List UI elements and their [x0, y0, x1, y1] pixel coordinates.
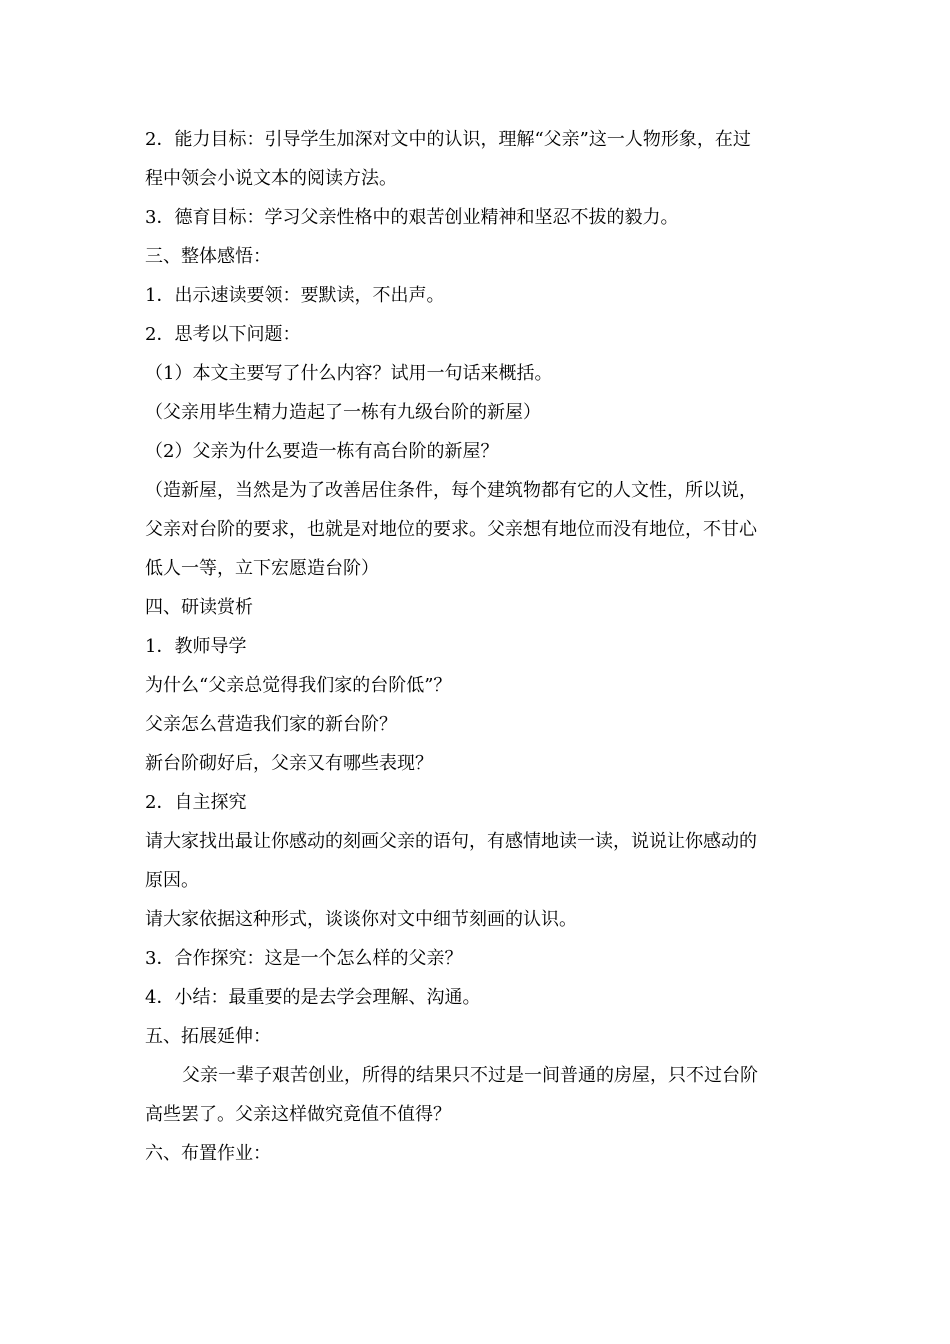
text-line-teacher-guide: 1．教师导学 [145, 636, 247, 657]
text-line-moral-goal: 3．德育目标：学习父亲性格中的艰苦创业精神和坚忍不拔的毅力。 [145, 207, 679, 228]
text-line-discuss-details: 请大家依据这种形式，谈谈你对文中细节刻画的认识。 [145, 909, 577, 930]
text-line-answer-2-end: 低人一等，立下宏愿造台阶） [145, 558, 379, 579]
text-line-how-build: 父亲怎么营造我们家的新台阶？ [145, 714, 397, 735]
text-line-why-low: 为什么“父亲总觉得我们家的台阶低”？ [145, 675, 452, 696]
text-line-self-explore: 2．自主探究 [145, 792, 247, 813]
text-line-answer-2-cont: 父亲对台阶的要求，也就是对地位的要求。父亲想有地位而没有地位，不甘心 [145, 519, 757, 540]
text-line-ability-goal: 2．能力目标：引导学生加深对文中的认识，理解“父亲”这一人物形象，在过 [145, 129, 751, 150]
section-heading-overall: 三、整体感悟： [145, 246, 271, 267]
text-line-think-questions: 2．思考以下问题： [145, 324, 301, 345]
section-heading-extend: 五、拓展延伸： [145, 1026, 271, 1047]
text-line-cooperate: 3．合作探究：这是一个怎么样的父亲？ [145, 948, 463, 969]
section-heading-homework: 六、布置作业： [145, 1143, 271, 1164]
document-body [145, 120, 810, 1173]
text-line-find-sentences-cont: 原因。 [145, 870, 199, 891]
text-line-answer-1: （父亲用毕生精力造起了一栋有九级台阶的新屋） [145, 402, 541, 423]
text-line-extend-para-cont: 高些罢了。父亲这样做究竟值不值得？ [145, 1104, 451, 1125]
text-line-extend-para: 父亲一辈子艰苦创业，所得的结果只不过是一间普通的房屋，只不过台阶 [182, 1065, 758, 1086]
text-line-after-build: 新台阶砌好后，父亲又有哪些表现？ [145, 753, 433, 774]
text-line-find-sentences: 请大家找出最让你感动的刻画父亲的语句，有感情地读一读，说说让你感动的 [145, 831, 757, 852]
text-line-answer-2: （造新屋，当然是为了改善居住条件，每个建筑物都有它的人文性，所以说， [145, 480, 757, 501]
section-heading-study: 四、研读赏析 [145, 597, 253, 618]
text-line-question-2: （2）父亲为什么要造一栋有高台阶的新屋？ [145, 441, 499, 462]
text-line-question-1: （1）本文主要写了什么内容？试用一句话来概括。 [145, 363, 553, 384]
text-line-ability-goal-cont: 程中领会小说文本的阅读方法。 [145, 168, 397, 189]
text-line-summary: 4．小结：最重要的是去学会理解、沟通。 [145, 987, 481, 1008]
text-line-speed-reading: 1．出示速读要领：要默读，不出声。 [145, 285, 445, 306]
